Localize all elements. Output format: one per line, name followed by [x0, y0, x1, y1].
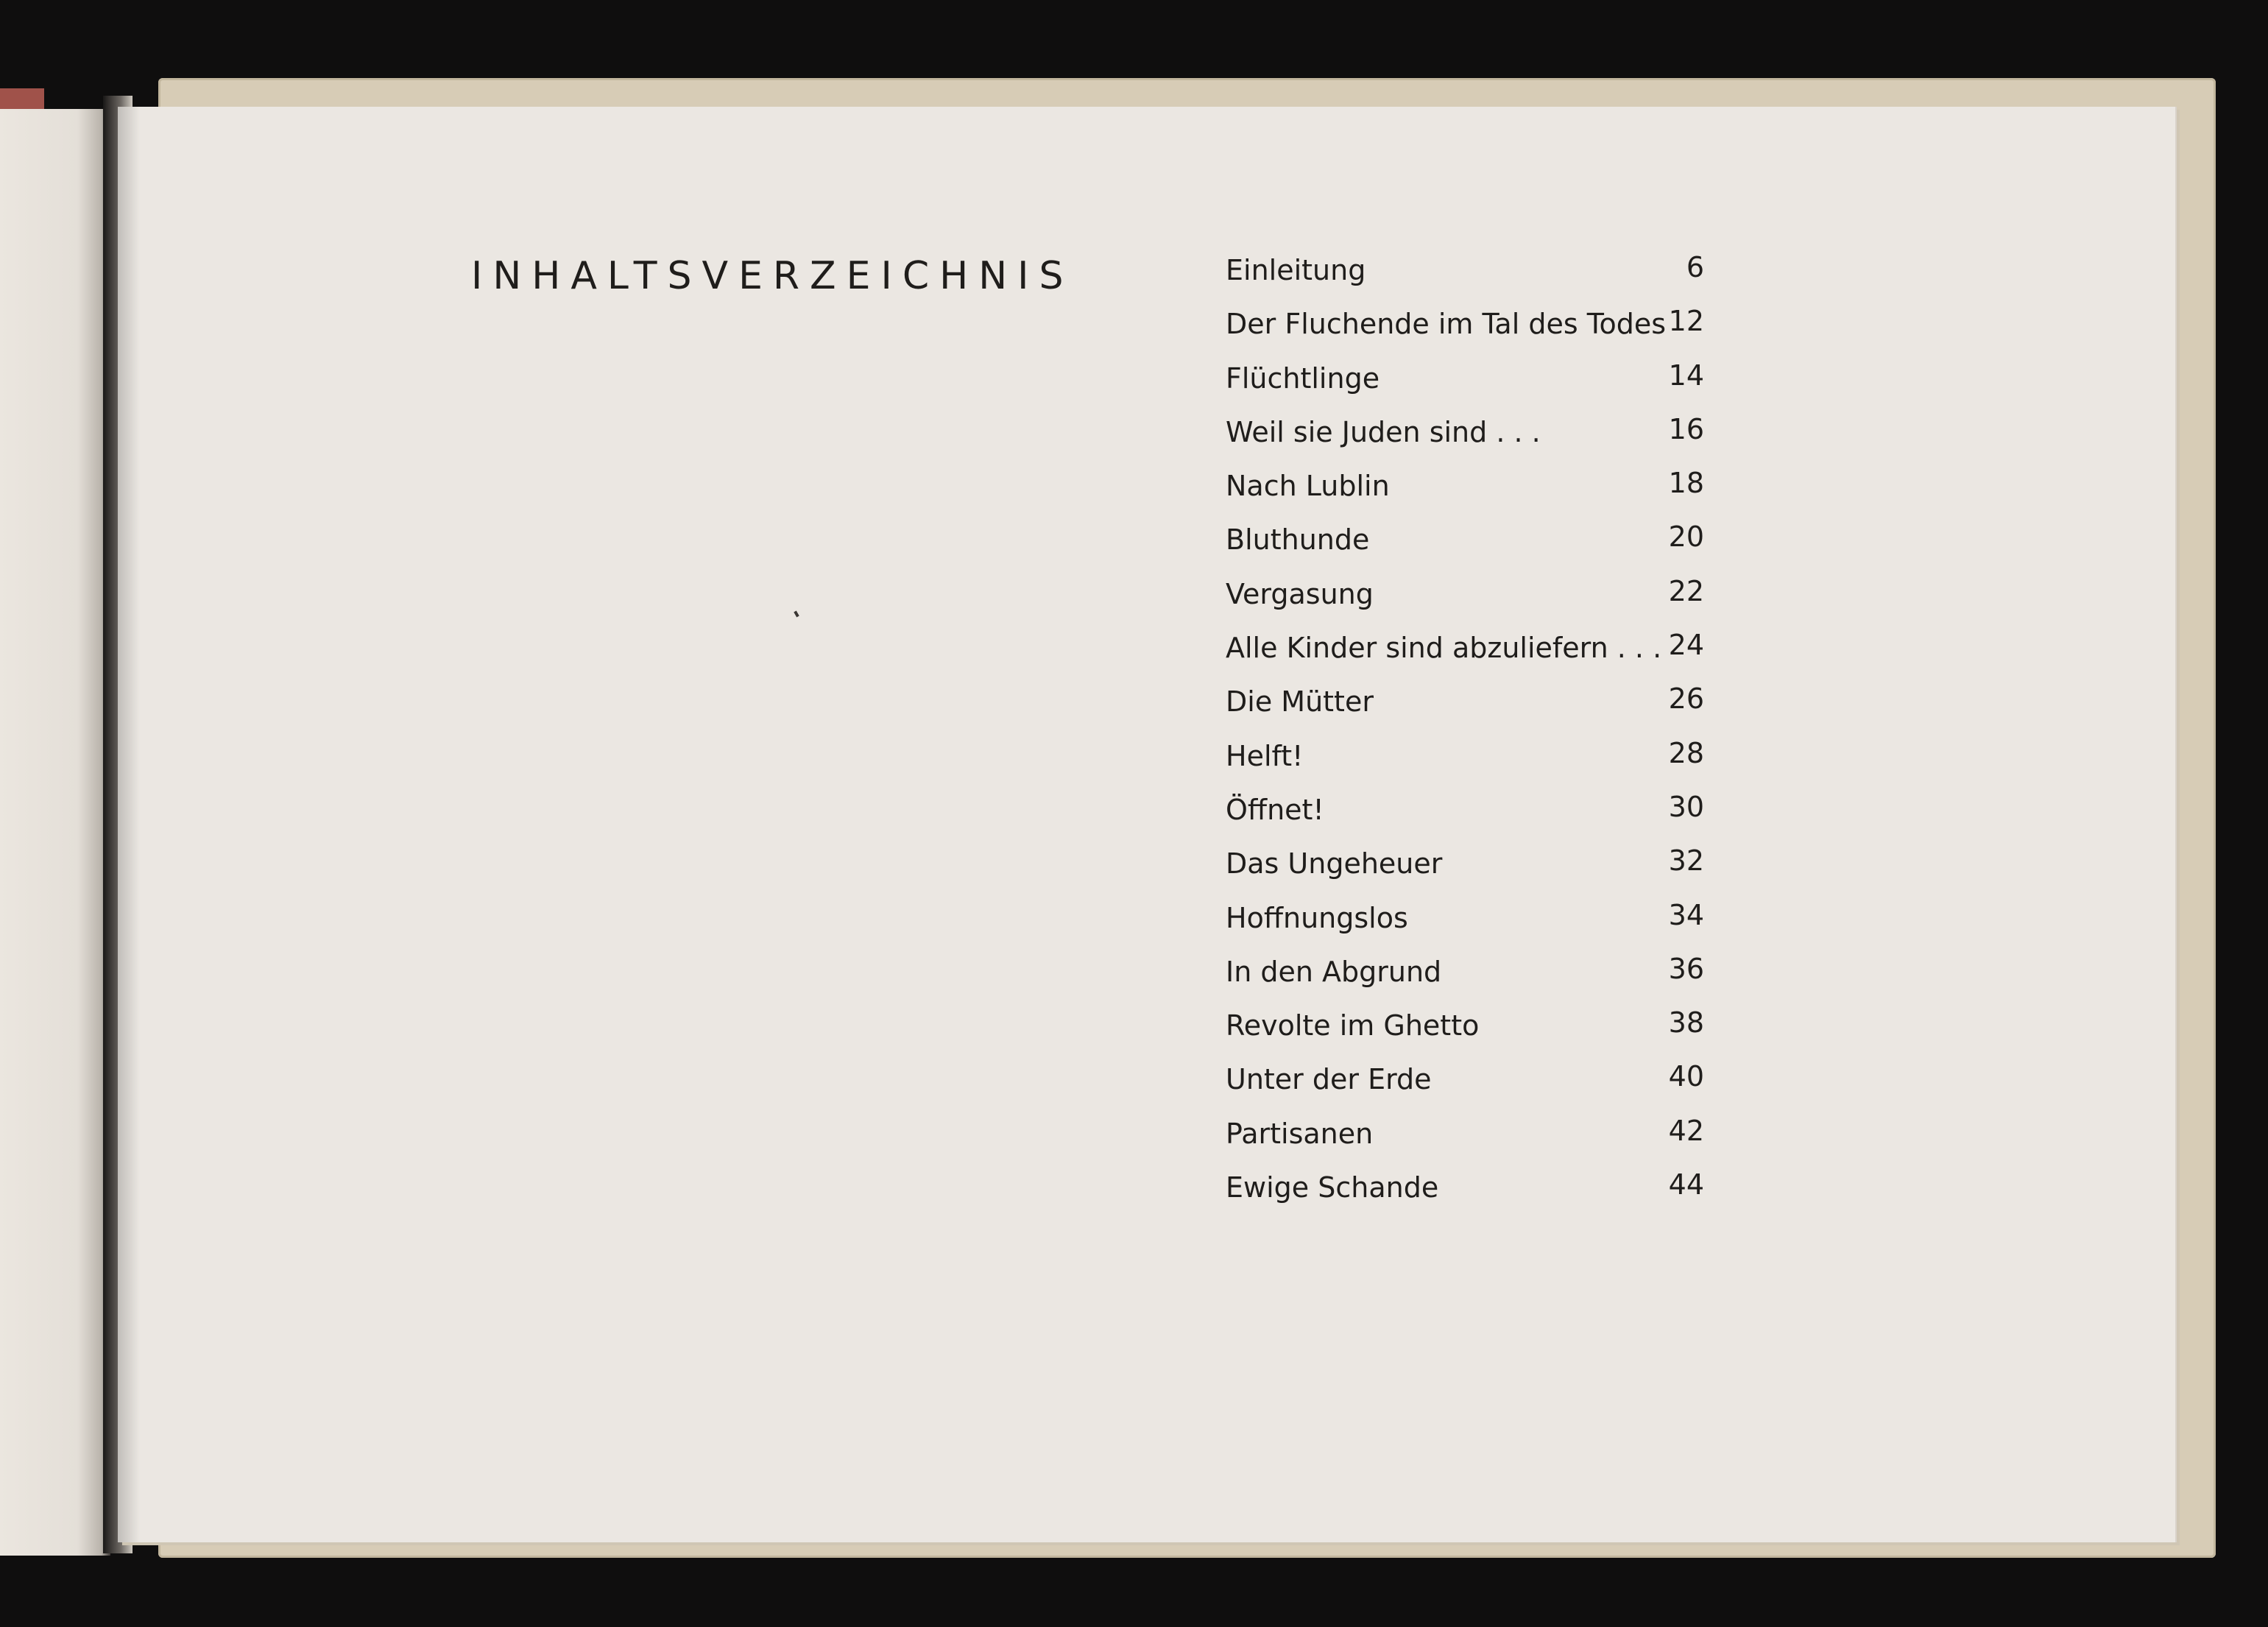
toc-entry-page: 6 — [1686, 251, 1704, 283]
table-of-contents — [1226, 251, 1704, 1225]
toc-entry-title: In den Abgrund — [1226, 955, 1442, 988]
toc-entry-page: 28 — [1668, 736, 1704, 769]
toc-entry-page: 30 — [1668, 790, 1704, 823]
toc-entry-page: 44 — [1668, 1168, 1704, 1201]
toc-entry — [1226, 520, 1704, 577]
toc-entry — [1226, 1006, 1704, 1063]
left-page-edge — [0, 109, 110, 1556]
toc-entry-title: Partisanen — [1226, 1117, 1374, 1150]
toc-entry-title: Flüchtlinge — [1226, 361, 1380, 395]
toc-entry-title: Das Ungeheuer — [1226, 847, 1443, 880]
toc-entry-page: 36 — [1668, 952, 1704, 985]
contents-page — [118, 107, 2175, 1542]
toc-entry-page: 38 — [1668, 1006, 1704, 1040]
toc-entry-page: 42 — [1668, 1114, 1704, 1147]
toc-entry-page: 40 — [1668, 1060, 1704, 1093]
toc-entry-title: Hoffnungslos — [1226, 901, 1408, 934]
toc-entry-title: Revolte im Ghetto — [1226, 1009, 1480, 1042]
toc-entry-title: Öffnet! — [1226, 793, 1324, 826]
toc-entry — [1226, 629, 1704, 685]
toc-entry-page: 26 — [1668, 682, 1704, 716]
toc-entry — [1226, 952, 1704, 1009]
gutter-shadow — [118, 107, 140, 1542]
toc-entry-page: 18 — [1668, 467, 1704, 500]
toc-entry-page: 24 — [1668, 629, 1704, 662]
toc-entry-page: 22 — [1668, 574, 1704, 607]
paper-speck — [794, 611, 799, 618]
toc-entry — [1226, 1060, 1704, 1117]
toc-entry — [1226, 412, 1704, 470]
toc-entry-title: Einleitung — [1226, 254, 1366, 286]
toc-entry — [1226, 305, 1704, 361]
toc-entry — [1226, 844, 1704, 901]
toc-entry — [1226, 1114, 1704, 1171]
page-title: INHALTSVERZEICHNIS — [471, 254, 1074, 298]
toc-entry-title: Bluthunde — [1226, 523, 1370, 557]
toc-entry-title: Die Mütter — [1226, 685, 1374, 719]
toc-entry-page: 12 — [1668, 305, 1704, 338]
toc-entry-title: Vergasung — [1226, 577, 1374, 610]
toc-entry — [1226, 574, 1704, 632]
toc-entry — [1226, 467, 1704, 523]
toc-entry-title: Nach Lublin — [1226, 470, 1390, 503]
toc-entry — [1226, 359, 1704, 416]
toc-entry-page: 34 — [1668, 898, 1704, 931]
toc-entry-title: Alle Kinder sind abzuliefern . . . — [1226, 632, 1662, 665]
toc-entry — [1226, 898, 1704, 956]
toc-entry — [1226, 251, 1704, 308]
toc-entry — [1226, 736, 1704, 794]
toc-entry-title: Weil sie Juden sind . . . — [1226, 415, 1541, 448]
toc-entry-page: 16 — [1668, 412, 1704, 445]
toc-entry — [1226, 790, 1704, 847]
toc-entry-title: Der Fluchende im Tal des Todes — [1226, 308, 1667, 341]
toc-entry — [1226, 1168, 1704, 1225]
toc-entry — [1226, 682, 1704, 739]
toc-entry-page: 14 — [1668, 359, 1704, 392]
toc-entry-page: 20 — [1668, 520, 1704, 554]
toc-entry-title: Ewige Schande — [1226, 1171, 1439, 1204]
toc-entry-title: Unter der Erde — [1226, 1063, 1432, 1096]
toc-entry-title: Helft! — [1226, 739, 1304, 772]
toc-entry-page: 32 — [1668, 844, 1704, 878]
cover-edge — [0, 88, 44, 110]
